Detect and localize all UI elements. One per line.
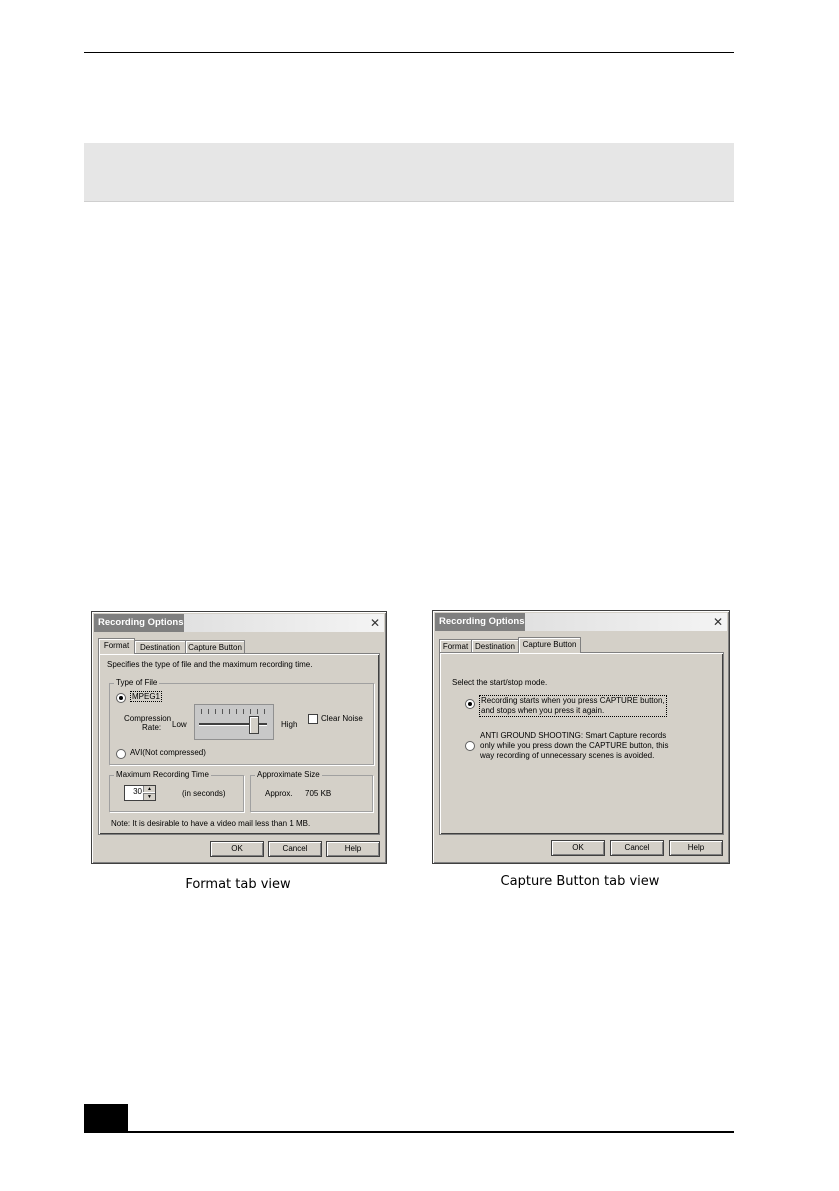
avi-label: AVI(Not compressed)	[130, 748, 206, 757]
tab-panel	[98, 653, 380, 835]
approximate-size-label: Approximate Size	[257, 770, 320, 779]
toggle-mode-radio[interactable]	[465, 699, 475, 709]
toggle-mode-line-2: and stops when you press it again.	[481, 706, 605, 715]
slider-thumb[interactable]	[249, 716, 259, 734]
avi-radio[interactable]	[116, 749, 126, 759]
close-icon[interactable]: ✕	[712, 615, 723, 629]
approx-size-value: 705 KB	[305, 789, 332, 798]
approx-label: Approx.	[265, 789, 293, 798]
dialog-titlebar	[435, 613, 727, 631]
max-recording-time-label: Maximum Recording Time	[116, 770, 209, 779]
ok-button[interactable]: OK	[210, 841, 264, 857]
close-icon[interactable]: ✕	[369, 616, 380, 630]
rate-label: Rate:	[142, 723, 162, 732]
anti-ground-shooting-radio[interactable]	[465, 741, 475, 751]
anti-ground-shooting-option	[480, 731, 669, 761]
help-button[interactable]: Help	[669, 840, 723, 856]
anti-ground-line-1: ANTI GROUND SHOOTING: Smart Capture records	[480, 731, 667, 740]
heading-band	[84, 143, 734, 202]
cancel-button[interactable]: Cancel	[268, 841, 322, 857]
spin-up-button[interactable]: ▲	[143, 786, 155, 792]
mpeg1-radio[interactable]	[116, 693, 126, 703]
dialog-titlebar	[94, 614, 384, 632]
tab-format[interactable]: Format	[439, 639, 472, 653]
format-caption: Format tab view	[185, 877, 291, 892]
dialog-title: Recording Options	[94, 614, 184, 632]
top-rule	[84, 52, 734, 53]
format-dialog	[91, 611, 387, 864]
low-label: Low	[172, 720, 187, 729]
ok-button[interactable]: OK	[551, 840, 605, 856]
compression-slider[interactable]	[194, 704, 274, 740]
seconds-label: (in seconds)	[182, 789, 226, 798]
clear-noise-checkbox[interactable]	[308, 714, 318, 724]
spin-down-button[interactable]: ▼	[143, 793, 155, 800]
dialog-title: Recording Options	[435, 613, 525, 631]
recording-time-value: 30	[133, 787, 142, 796]
select-mode-label: Select the start/stop mode.	[452, 678, 548, 687]
tab-capture-button[interactable]: Capture Button	[185, 640, 245, 654]
toggle-mode-option	[479, 695, 667, 717]
recording-time-spinner[interactable]	[124, 785, 156, 801]
description-text: Specifies the type of file and the maximum recording time.	[107, 660, 313, 669]
max-recording-time-group	[109, 770, 244, 812]
note-text: Note: It is desirable to have a video mail less than 1 MB.	[111, 819, 311, 828]
help-button[interactable]: Help	[326, 841, 380, 857]
clear-noise-label: Clear Noise	[321, 714, 363, 723]
cancel-button[interactable]: Cancel	[610, 840, 664, 856]
type-of-file-label: Type of File	[116, 678, 158, 687]
tab-capture-button[interactable]: Capture Button	[518, 637, 581, 653]
toggle-mode-line-1: Recording starts when you press CAPTURE button,	[481, 696, 665, 705]
tab-destination[interactable]: Destination	[471, 639, 519, 653]
slider-ticks	[201, 709, 265, 714]
tab-panel	[439, 652, 724, 835]
capture-caption: Capture Button tab view	[500, 874, 660, 889]
compression-label: Compression	[124, 714, 172, 723]
bottom-rule	[84, 1131, 734, 1133]
anti-ground-line-3: way recording of unnecessary scenes is avoided.	[480, 751, 655, 760]
high-label: High	[281, 720, 298, 729]
tab-format[interactable]: Format	[98, 638, 135, 654]
capture-dialog	[432, 610, 730, 864]
type-of-file-group	[109, 678, 374, 765]
page-number-block	[84, 1104, 128, 1132]
mpeg1-label: MPEG1	[132, 692, 161, 701]
tab-destination[interactable]: Destination	[134, 640, 186, 654]
anti-ground-line-2: only while you press down the CAPTURE button, this	[480, 741, 669, 750]
approximate-size-group	[250, 770, 373, 812]
